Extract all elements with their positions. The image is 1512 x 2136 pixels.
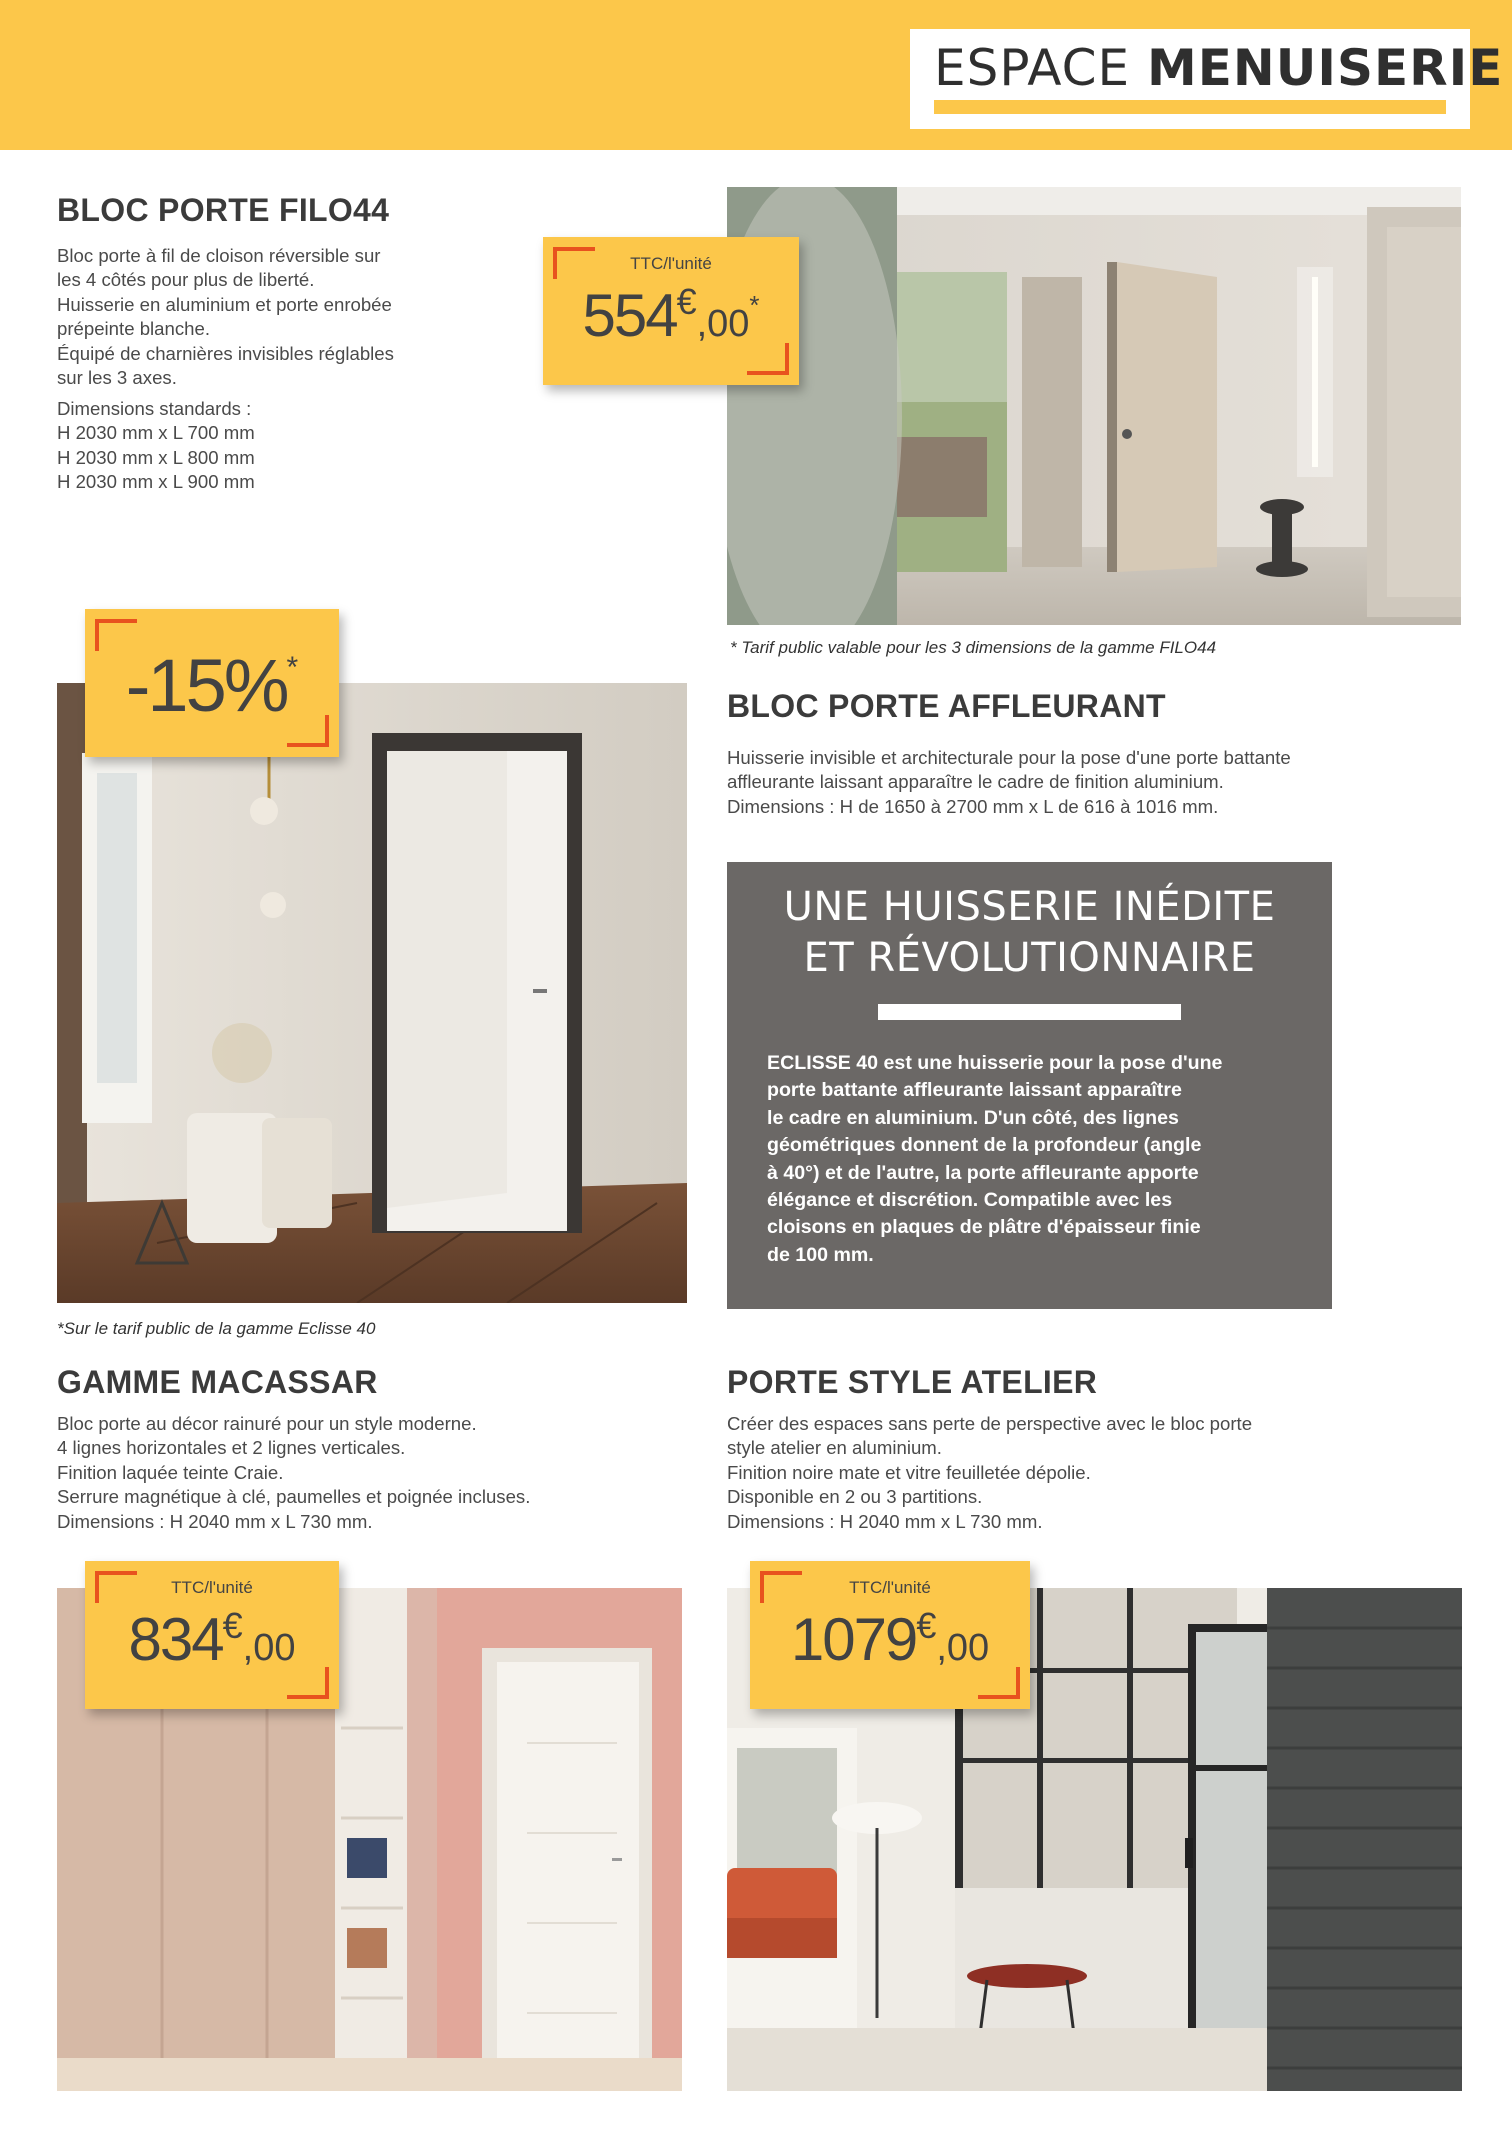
atelier-description: Créer des espaces sans perte de perspective avec le bloc porte style atelier en aluminium. Finition noire mate et vitre feuilletée dépolie. Disponible en 2 ou 3 partitions. Dimensions : H 2040 mm x L 730 mm. [727,1413,1253,1532]
promo-text: ECLISSE 40 est une huisserie pour la pose d'une porte battante affleurante laissant apparaître le cadre en aluminium. D'un côté, des lignes géométriques donnent de la profondeur (angle à 40°) et de l'autre, la porte affleurante apporte élégance et discrétion. Compatible avec les cloisons en plaques de plâtre d'épaisseur finie de 100 mm. [767,1052,1223,1266]
affleurant-title: BLOC PORTE AFFLEURANT [727,688,1166,724]
filo44-price-value: 554€,00* [582,281,760,349]
discount-tag [85,609,339,757]
hallway-photo [727,187,1461,625]
promo-title: UNE HUISSERIE INÉDITE ET RÉVOLUTIONNAIRE [783,884,1276,981]
brand-title: ESPACE MENUISERIE [934,39,1504,97]
atelier-price-value: 1079€,00 [790,1605,990,1673]
macassar-price-value: 834€,00 [128,1605,296,1673]
brand-underline [934,100,1446,114]
eclisse-door-photo [57,683,687,1303]
macassar-description: Bloc porte au décor rainuré pour un style moderne. 4 lignes horizontales et 2 lignes verticales. Finition laquée teinte Craie. Serrure magnétique à clé, paumelles et poignée incluses. Dimensions : H 2040 mm x L 730 mm. [57,1413,531,1532]
promo-divider [878,1004,1181,1020]
atelier-title: PORTE STYLE ATELIER [727,1364,1098,1400]
header-bar [0,0,1512,150]
macassar-price-tag [85,1561,339,1709]
atelier-price-tag [750,1561,1030,1709]
discount-note: *Sur le tarif public de la gamme Eclisse 40 [57,1319,376,1338]
atelier-price-label: TTC/l'unité [849,1578,931,1597]
affleurant-description: Huisserie invisible et architecturale pour la pose d'une porte battante affleurante laissant apparaître le cadre de finition aluminium. Dimensions : H de 1650 à 2700 mm x L de 616 à 1016 mm. [727,747,1291,817]
filo44-price-label: TTC/l'unité [630,254,712,273]
filo44-description: Bloc porte à fil de cloison réversible sur les 4 côtés pour plus de liberté. Huisserie en aluminium et porte enrobée prépeinte blanche. Équipé de charnières invisibles réglables sur les 3 axes. [57,245,394,389]
filo44-price-tag [543,237,799,385]
filo44-title: BLOC PORTE FILO44 [57,192,390,228]
discount-value: -15%* [125,644,299,727]
macassar-price-label: TTC/l'unité [171,1578,253,1597]
macassar-title: GAMME MACASSAR [57,1364,378,1400]
promo-box [727,862,1332,1309]
filo44-dimensions: Dimensions standards : H 2030 mm x L 700 mm H 2030 mm x L 800 mm H 2030 mm x L 900 mm [57,398,255,493]
filo44-note: * Tarif public valable pour les 3 dimensions de la gamme FILO44 [730,638,1217,657]
brand-badge [910,29,1504,129]
